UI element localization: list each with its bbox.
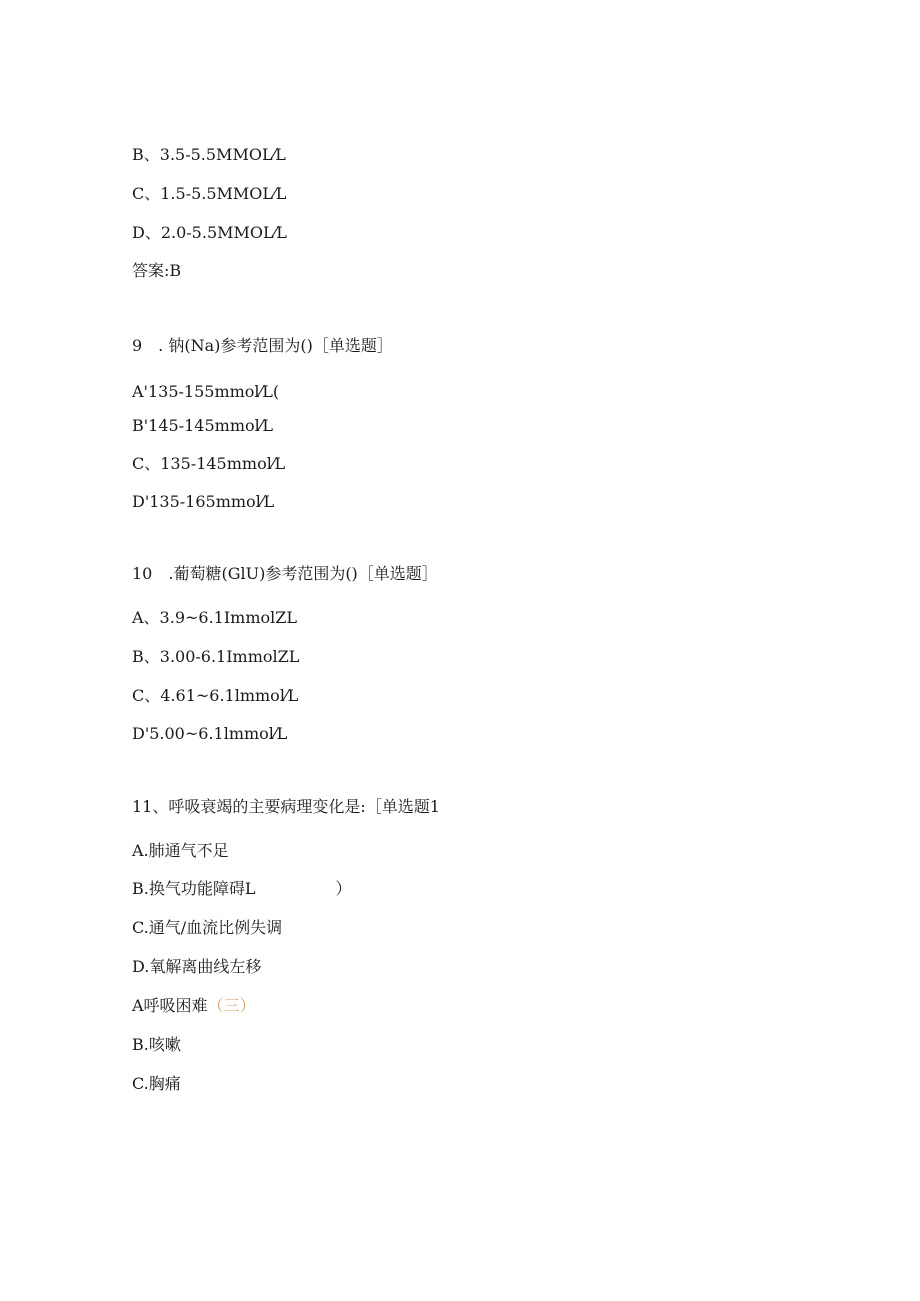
q9-option-d: D'135-165mmol⁄L [132, 492, 275, 511]
q8-option-c: C、1.5-5.5MMOL⁄L [132, 184, 287, 203]
q10-option-d: D'5.00~6.1lmmol⁄L [132, 724, 288, 743]
q9-title: 9 . 钠(Na)参考范围为()［单选题］ [132, 336, 393, 355]
q11-extra-c: C.胸痛 [132, 1074, 181, 1093]
q11-option-d: D.氧解离曲线左移 [132, 957, 262, 976]
q11-option-a: A.肺通气不足 [132, 841, 229, 860]
q11-option-b: B.换气功能障碍L ） [132, 879, 352, 898]
q8-option-d: D、2.0-5.5MMOL⁄L [132, 223, 287, 242]
q9-option-b: B'145-145mmol⁄L [132, 416, 274, 435]
q8-answer: 答案:B [132, 261, 182, 280]
q9-option-c: C、135-145mmol⁄L [132, 454, 286, 473]
q11-title: 11、呼吸衰竭的主要病理变化是:［单选题1 [132, 797, 440, 816]
q10-option-a: A、3.9~6.1ImmolZL [132, 608, 298, 627]
q11-extra-a-mark: （三） [207, 996, 256, 1015]
q8-option-b: B、3.5-5.5MMOL⁄L [132, 145, 286, 164]
q11-extra-a [132, 996, 256, 1016]
q9-option-a: A'135-155mmol⁄L( [132, 382, 280, 401]
q10-title: 10 .葡萄糖(GlU)参考范围为()［单选题］ [132, 564, 438, 583]
q11-option-c: C.通气/血流比例失调 [132, 918, 283, 937]
q10-option-c: C、4.61~6.1lmmol⁄L [132, 686, 299, 705]
q10-option-b: B、3.00-6.1ImmolZL [132, 647, 300, 666]
q11-extra-b: B.咳嗽 [132, 1035, 181, 1054]
q11-extra-a-text: A呼吸困难 [132, 996, 208, 1015]
